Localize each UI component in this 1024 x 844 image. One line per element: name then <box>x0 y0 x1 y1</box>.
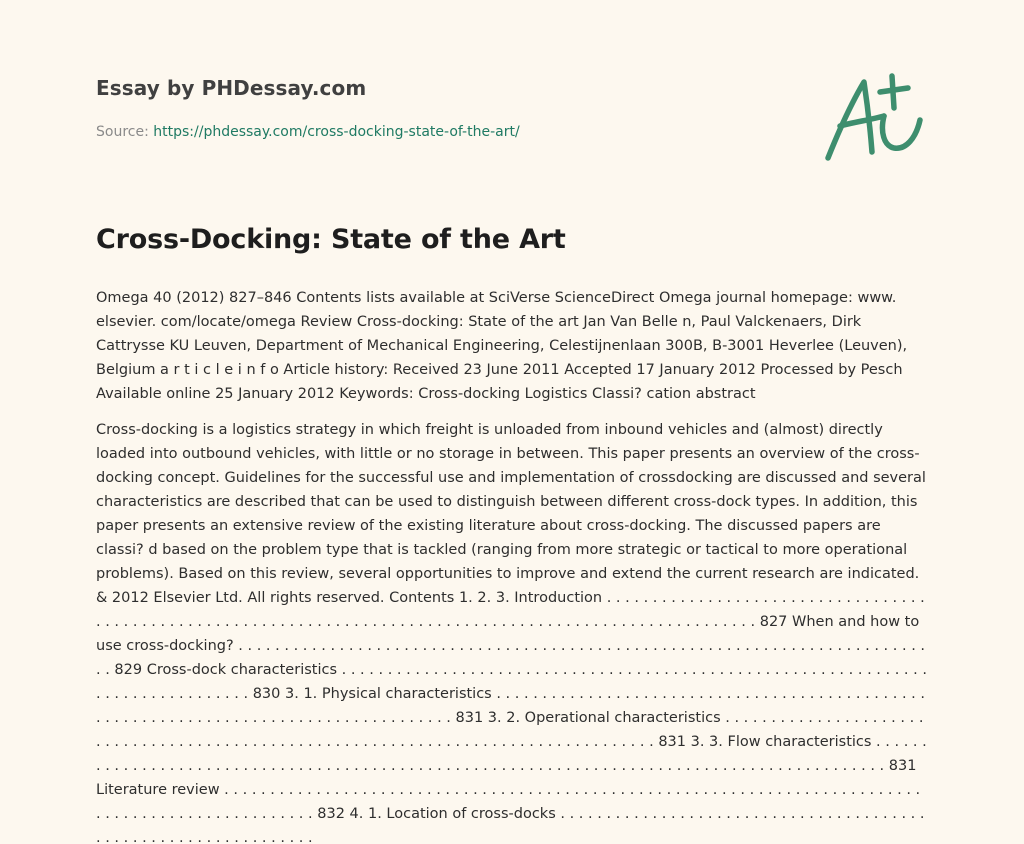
document-title: Cross-Docking: State of the Art <box>96 224 566 255</box>
site-title: Essay by PHDessay.com <box>96 76 367 100</box>
source-label: Source: <box>96 124 149 140</box>
paragraph-abstract-header: Omega 40 (2012) 827–846 Contents lists available at SciVerse ScienceDirect Omega journal homepage: www. elsevier. com/locate/omega Review Cross-docking: State of the art Jan Van Belle n, Paul Valckenaers, Dirk Cattrysse KU Leuven, Department of Mechanical Engineering, Celestijnenlaan 300B, B-3001 Heverlee (Leuven), Belgium a r t i c l e i n f o Article history: Received 23 June 2011 Accepted 17 January 2012 Processed by Pesch Available online 25 January 2012 Keywords: Cross-docking Logistics Classi? cation abstract <box>96 290 908 402</box>
article-body <box>96 286 928 844</box>
a-plus-logo-icon <box>818 66 928 166</box>
source-line <box>96 124 520 140</box>
source-link[interactable]: https://phdessay.com/cross-docking-state-of-the-art/ <box>153 124 520 140</box>
paragraph-abstract-body: Cross-docking is a logistics strategy in which freight is unloaded from inbound vehicles and (almost) directly loaded into outbound vehicles, with little or no storage in between. This paper presents an overview of the cross-docking concept. Guidelines for the successful use and implementation of crossdocking are discussed and several characteristics are described that can be used to distinguish between different cross-dock types. In addition, this paper presents an extensive review of the existing literature about cross-docking. The discussed papers are classi? d based on the problem type that is tackled (ranging from more strategic or tactical to more operational problems). Based on this review, several opportunities to improve and extend the current research are indicated. & 2012 Elsevier Ltd. All rights reserved. Contents 1. 2. 3. Introduction . . . . . . . . . . . . . . . . . . . . . . . . . . . . . . . . . . . . . . . . . . . . . . . . . . . . . . . . . . . . . . . . . . . . . . . . . . . . . . . . . . . . . . . . . . . . . . . . . . . . . . . . . . . 827 When and how to use cross-docking? . . . . . . . . . . . . . . . . . . . . . . . . . . . . . . . . . . . . . . . . . . . . . . . . . . . . . . . . . . . . . . . . . . . . . . . . . . . . . 829 Cross-dock characteristics . . . . . . . . . . . . . . . . . . . . . . . . . . . . . . . . . . . . . . . . . . . . . . . . . . . . . . . . . . . . . . . . . . . . . . . . . . . . . . . . . 830 3. 1. Physical characteristics . . . . . . . . . . . . . . . . . . . . . . . . . . . . . . . . . . . . . . . . . . . . . . . . . . . . . . . . . . . . . . . . . . . . . . . . . . . . . . . . . . . . . . 831 3. 2. Operational characteristics . . . . . . . . . . . . . . . . . . . . . . . . . . . . . . . . . . . . . . . . . . . . . . . . . . . . . . . . . . . . . . . . . . . . . . . . . . . . . . . . . . . 831 3. 3. Flow characteristics . . . . . . . . . . . . . . . . . . . . . . . . . . . . . . . . . . . . . . . . . . . . . . . . . . . . . . . . . . . . . . . . . . . . . . . . . . . . . . . . . . . . . . . . . . . . 831 Literature review . . . . . . . . . . . . . . . . . . . . . . . . . . . . . . . . . . . . . . . . . . . . . . . . . . . . . . . . . . . . . . . . . . . . . . . . . . . . . . . . . . . . . . . . . . . . . . . . . . . . 832 4. 1. Location of cross-docks . . . . . . . . . . . . . . . . . . . . . . . . . . . . . . . . . . . . . . . . . . . . . . . . . . . . . . . . . . . . . . . . <box>96 422 927 844</box>
